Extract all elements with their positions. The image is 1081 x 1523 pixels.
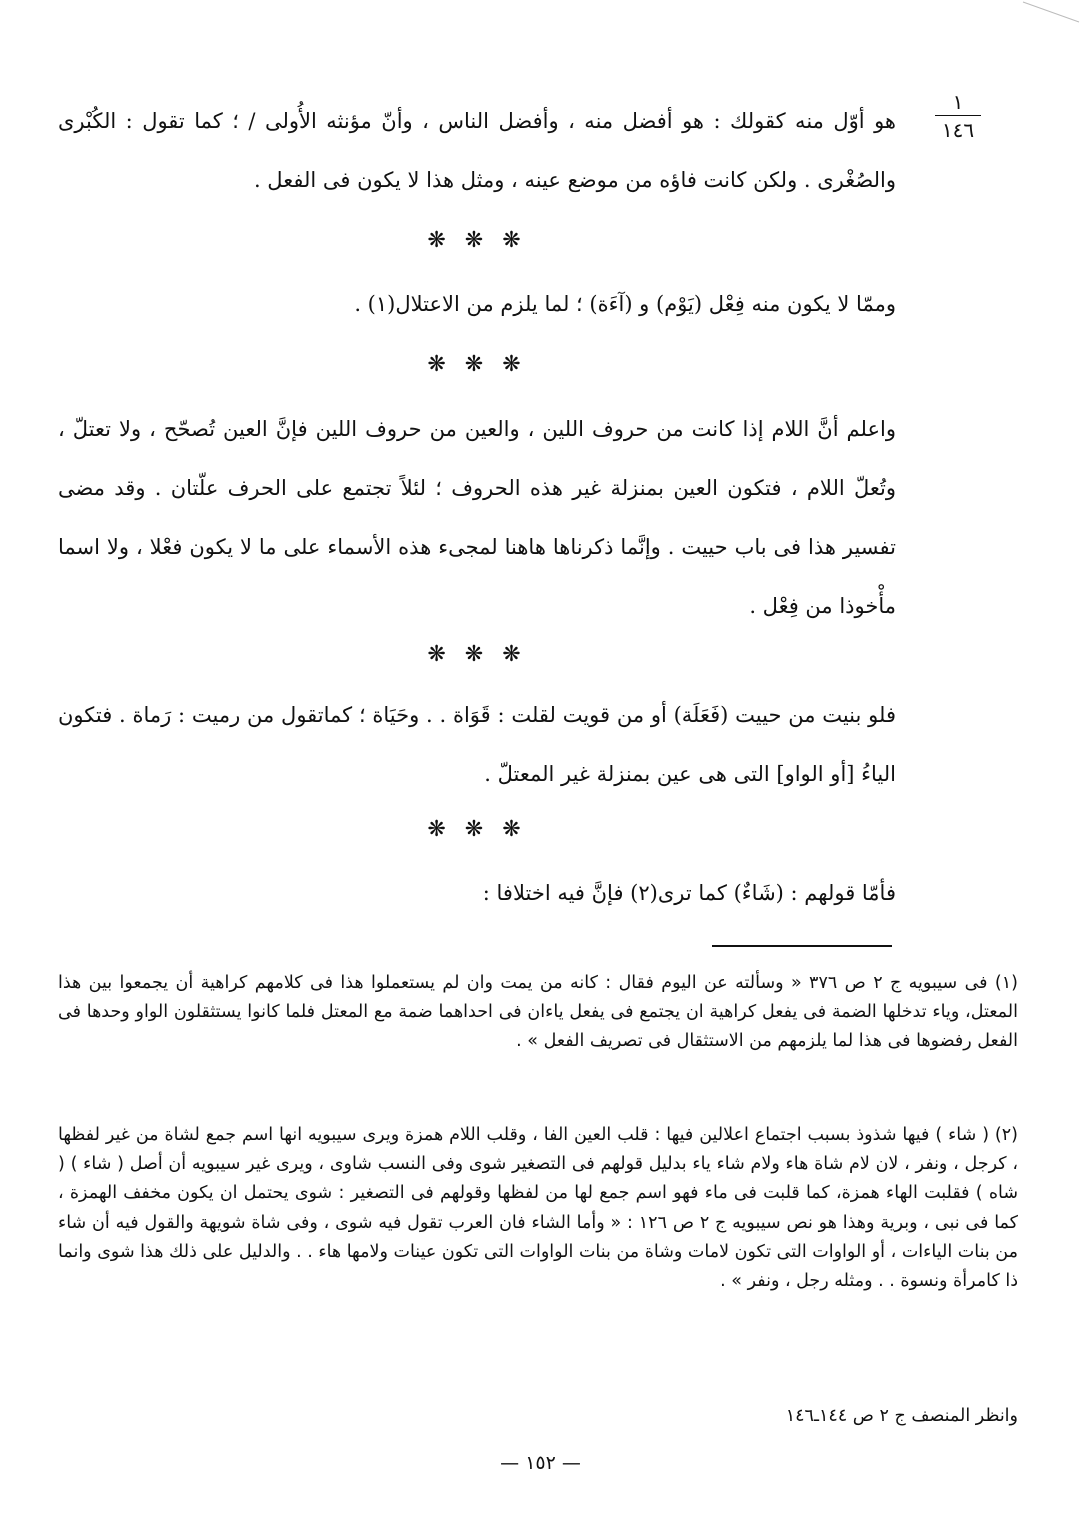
paragraph-5: فأمّا قولهم : (شَاءٌ) كما ترى(٢) فإنَّ فيه اختلافا : xyxy=(482,881,896,905)
separator-4: ❋ ❋ ❋ xyxy=(427,817,527,842)
footnote-divider xyxy=(712,945,892,947)
margin-reference-bottom: ١٤٦ xyxy=(941,118,975,142)
paragraph-1: هو أوّل منه كقولك : هو أفضل منه ، وأفضل الناس ، وأنّ مؤنثه الأُولى / ؛ كما تقول : الكُبْرى والصُغْرى . ولكن كانت فاؤه من موضع عينه ، ومثل هذا لا يكون فى الفعل . xyxy=(58,109,896,192)
footnote-3: وانظر المنصف ج ٢ ص ١٤٤ـ١٤٦ xyxy=(785,1406,1018,1426)
footnote-2: (٢) ( شاء ) فيها شذوذ بسبب اجتماع اعلالين فيها : قلب العين الفا ، وقلب اللام همزة ويرى سيبويه انها اسم جمع لشاة من غير لفظها ، كرجل ، ونفر ، لان لام شاة هاء ولام شاء ياء بدليل قولهم فى التصغير شوى وفى النسب شاوى ، ويرى غير سيبويه أن أصل ( شاء ) ( شاه ) فقلبت الهاء همزة، كما قلبت فى ماء فهو اسم جمع لها من لفظها وقولهم فى التصغير : شوى يحتمل ان يكون مخفف الهمزة ، كما فى نبى ، وبرية وهذا هو نص سيبويه ج ٢ ص ١٢٦ : « وأما الشاء فان العرب تقول فيه شوى ، وفى شاة شويهة والقول فيه أن شاء من بنات الياءات ، أو الواوات التى تكون لامات وشاة من بنات الواوات التى تكون عينات ولامها هاء . . والدليل على ذلك هذا شوى وانما ذا كامرأة ونسوة . . ومثله رجل ، ونفر » . xyxy=(58,1125,1018,1292)
page-number: — ١٥٢ — xyxy=(500,1452,581,1474)
footnote-1: (١) فى سيبويه ج ٢ ص ٣٧٦ « وسألته عن اليوم فقال : كانه من يمت وان لم يستعملوا هذا فى كلامهم كراهية أن يجمعوا بين هذا المعتل، وياء تدخلها الضمة فى يفعل كراهية ان يجتمع فى يفعل ياءان فى احداهما ضمة مع المعتل فلما كانوا يستثقلون الواو وحدها فى الفعل رفضوها فى هذا لما يلزمهم من الاستثقال فى تصريف الفعل » . xyxy=(58,973,1018,1052)
margin-reference xyxy=(935,92,981,140)
paragraph-4: فلو بنيت من حييت (فَعَلَة) أو من قويت لقلت : قَوَاة . . وحَيَاة ؛ كماتقول من رميت : رَماة . فتكون الياءُ [أو الواو] التى هى عين بمنزلة غير المعتلّ . xyxy=(58,703,896,786)
scan-corner-line xyxy=(1021,0,1081,30)
separator-2: ❋ ❋ ❋ xyxy=(427,352,527,377)
paragraph-3: واعلم أنَّ اللام إذا كانت من حروف اللين ، والعين من حروف اللين فإنَّ العين تُصحّح ، ولا تعتلّ ، وتُعلّ اللام ، فتكون العين بمنزلة غير هذه الحروف ؛ لئلاً تجتمع على الحرف علّتان . وقد مضى تفسير هذا فى باب حييت . وإنَّما ذكرناها هاهنا لمجىء هذه الأسماء على ما لا يكون فعْلا ، ولا اسما مأْخوذا من فِعْل . xyxy=(58,417,896,618)
separator-1: ❋ ❋ ❋ xyxy=(427,228,527,253)
separator-3: ❋ ❋ ❋ xyxy=(427,642,527,667)
margin-reference-top: ١ xyxy=(935,92,981,116)
paragraph-2: وممّا لا يكون منه فِعْل (يَوْم) و (آءَة) ؛ لما يلزم من الاعتلال(١) . xyxy=(354,292,896,316)
